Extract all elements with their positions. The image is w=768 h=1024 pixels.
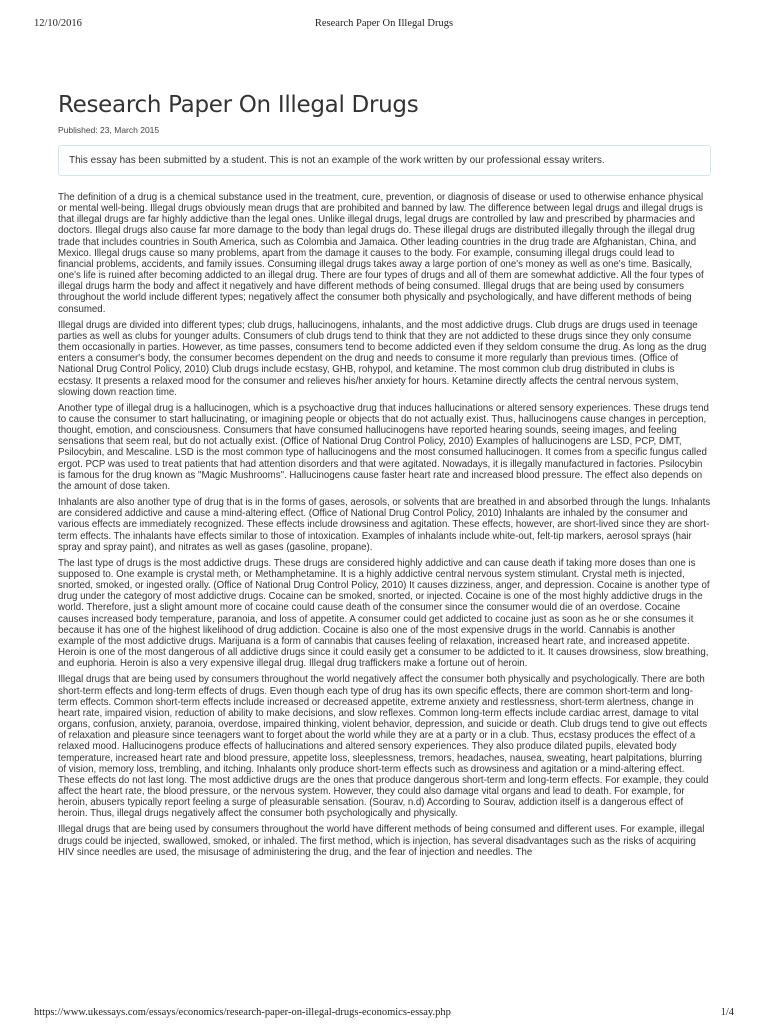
article-paragraph: Another type of illegal drug is a hallucinogen, which is a psychoactive drug that induces hallucinations or altered sensory experiences. These drugs tend to cause the consumer to start hallucinating, or imagining people or objects that do not actually exist. Thus, hallucinogens cause changes in perception, thought, emotion, and consciousness. Consumers that have consumed hallucinogens have reported hearing sounds, seeing images, and feeling sensations that seem real, but do not actually exist. (Office of National Drug Control Policy, 2010) Examples of hallucinogens are LSD, PCP, DMT, Psilocybin, and Mescaline. LSD is the most common type of hallucinogens and the most consumed hallucinogen. It comes from a specific fungus called ergot. PCP was used to treat patients that had attention disorders and that were agitated. Nowadays, it is illegally manufactured in factories. Psilocybin is famous for the drug known as "Magic Mushrooms". Hallucinogens cause faster heart rate and increased blood pressure. The effect also depends on the amount of dose taken. [58,402,709,492]
article-body [58,192,711,858]
article-paragraph: The last type of drugs is the most addictive drugs. These drugs are considered highly addictive and can cause death if taking more doses than one is supposed to. One example is crystal meth, or Methamphetamine. It is a highly addictive central nervous system stimulant. Crystal meth is injected, snorted, smoked, or ingested orally. (Office of National Drug Control Policy, 2010) It causes dizziness, anger, and depression. Cocaine is another type of drug under the category of most addictive drugs. Cocaine can be smoked, snorted, or injected. Cocaine is one of the most highly addictive drugs in the world. Therefore, just a slight amount more of cocaine could cause death of the consumer since the consumer would die of an overdose. Cocaine causes increased body temperature, paranoia, and loss of appetite. A consumer could get addicted to cocaine just as soon as he or she consumes it because it has one of the highest likelihood of drug addiction. Cocaine is also one of the most expensive drugs in the world. Cannabis is another example of the most addictive drugs. Marijuana is a form of cannabis that causes feeling of relaxation, increased heart rate, and increased appetite. Heroin is one of the most dangerous of all addictive drugs since it could easily get a consumer to be addicted to it. It causes drowsiness, slow breathing, and euphoria. Heroin is also a very expensive illegal drug. Illegal drug traffickers make a fortune out of heroin. [58,557,710,670]
print-footer [34,1004,734,1024]
article-paragraph: The definition of a drug is a chemical substance used in the treatment, cure, prevention, or diagnosis of disease or used to otherwise enhance physical or mental well-being. Illegal drugs obviously mean drugs that are prohibited and banned by law. The difference between legal drugs and illegal drugs is that illegal drugs are far highly addictive than the legal ones. Unlike illegal drugs, legal drugs are controlled by law and prescribed by pharmacies and doctors. Illegal drugs also cause far more damage to the body than legal drugs do. These illegal drugs are distributed illegally through the illegal drug trade that includes countries in South America, such as Colombia and Jamaica. Other leading countries in the drug trade are Afghanistan, China, and Mexico. Illegal drugs cause so many problems, apart from the damage it causes to the body. For example, consuming illegal drugs could lead to financial problems, accidents, and family issues. Consuming illegal drugs takes away a large portion of one's money as well as one's time. Basically, one's life is ruined after becoming addicted to an illegal drug. There are four types of drugs and all of them are somewhat addictive. All the four types of illegal drugs harm the body and affect it negatively and have different methods of being consumed. Illegal drugs that are being used by consumers throughout the world include different types; negatively affect the consumer both physically and psychologically, and have different methods of being consumed. [58,192,704,315]
student-essay-notice: This essay has been submitted by a student. This is not an example of the work written by our professional essay writers. [58,145,711,176]
article [58,92,711,863]
article-paragraph: Illegal drugs that are being used by consumers throughout the world negatively affect the consumer both physically and psychologically. There are both short-term effects and long-term effects of drugs. Even though each type of drug has its own specific effects, there are common short-term and long-term effects. Common short-term effects include increased or decreased appetite, extreme anxiety and restlessness, short-term alertness, change in heart rate, impaired vision, reduction of ability to make decisions, and slow reflexes. Common long-term effects include cardiac arrest, damage to vital organs, confusion, anxiety, paranoia, overdose, impaired thinking, violent behavior, depression, and suicide or death. Club drugs tend to give out effects of relaxation and pleasure since teenagers want to forget about the world while they are at a party or in a club. Thus, ecstasy produces the effect of a relaxed mood. Hallucinogens produce effects of hallucinations and altered sensory experiences. They also produce dilated pupils, elevated body temperature, increased heart rate and blood pressure, appetite loss, sleeplessness, tremors, headaches, nausea, sweating, heart palpitations, blurring of vision, memory loss, trembling, and itching. Inhalants only produce short-term effects such as drowsiness and agitation or a mind-altering effect. These effects do not last long. The most addictive drugs are the ones that produce dangerous short-term and long-term effects. For example, they could affect the heart rate, the blood pressure, or the nervous system. However, they could also damage vital organs and lead to death. For example, for heroin, abusers typically report feeling a surge of pleasurable sensation. (Sourav, n.d) According to Sourav, addiction itself is a dangerous effect of heroin. Thus, illegal drugs negatively affect the consumer both psychologically and physically. [58,674,709,820]
article-paragraph: Illegal drugs that are being used by consumers throughout the world have different methods of being consumed and different uses. For example, illegal drugs could be injected, swallowed, smoked, or inhaled. The first method, which is injection, has several disadvantages such as the risks of acquiring HIV since needles are used, the misusage of administering the drug, and the fear of injection and needles. The [58,824,705,858]
print-page-title: Research Paper On Illegal Drugs [314,18,454,29]
article-paragraph: Inhalants are also another type of drug that is in the forms of gases, aerosols, or solvents that are breathed in and absorbed through the lungs. Inhalants are considered addictive and cause a mind-altering effect. (Office of National Drug Control Policy, 2010) Inhalants are inhaled by the consumer and various effects are immediately recognized. These effects include drowsiness and agitation. These effects, however, are short-lived since they are short-term effects. The inhalants have effects similar to those of intoxication. Examples of inhalants include white-out, felt-tip markers, aerosol sprays (hair spray and spray paint), and nitrates as well as gases (gasoline, propane). [58,497,711,553]
page-number: 1/4 [720,1007,734,1018]
print-header [34,18,734,32]
published-date: Published: 23, March 2015 [58,125,160,135]
article-title: Research Paper On Illegal Drugs [58,92,419,118]
article-paragraph: Illegal drugs are divided into different types; club drugs, hallucinogens, inhalants, and the most addictive drugs. Club drugs are drugs used in teenage parties as well as clubs for younger adults. Consumers of club drugs tend to think that they are not addicted to these drugs since they only consume them occasionally in parties. However, as time passes, consumers tend to become addicted even if they seldom consume the drug. As long as the drug enters a consumer's body, the consumer becomes dependent on the drug and needs to consume it more regularly than previous times. (Office of National Drug Control Policy, 2010) Club drugs include ecstasy, GHB, rohypol, and ketamine. The most common club drug distributed in clubs is ecstasy. It presents a relaxed mood for the consumer and relieves his/her anxiety for hours. Ketamine directly affects the central nervous system, slowing down reaction time. [58,319,707,398]
page-url: https://www.ukessays.com/essays/economics/research-paper-on-illegal-drugs-economics-essay.php [34,1007,451,1018]
print-date: 12/10/2016 [34,18,82,29]
